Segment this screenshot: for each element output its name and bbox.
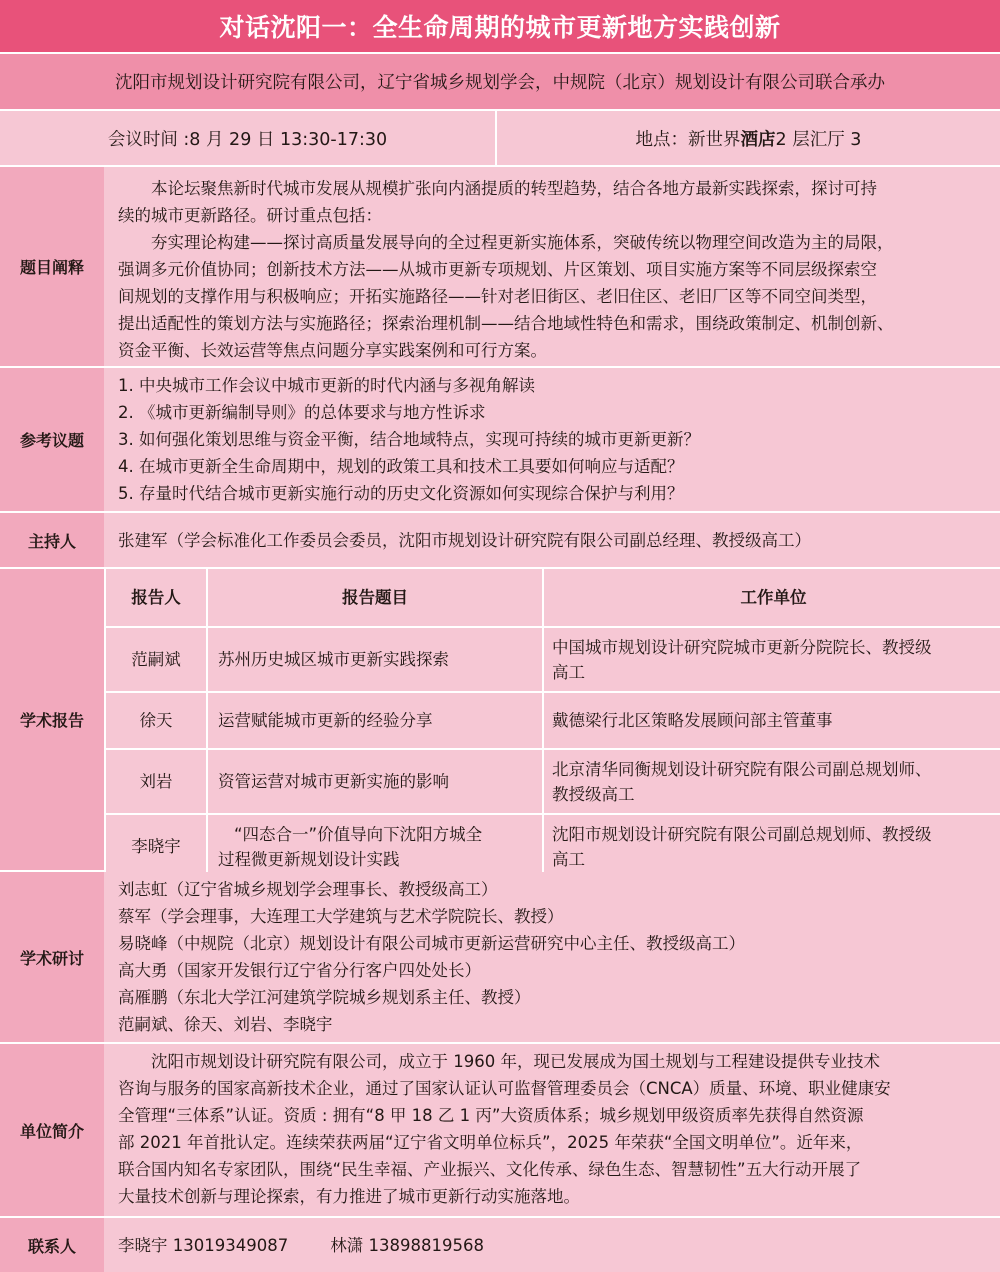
panelist: 易晓峰（中规院（北京）规划设计有限公司城市更新运营研究中心主任、教授级高工）	[118, 934, 745, 953]
col-header-topic: 报告题目	[208, 569, 542, 626]
reports-label: 学术报告	[0, 569, 104, 870]
issue-item: 3. 如何强化策划思维与资金平衡，结合地域特点，实现可持续的城市更新更新？	[118, 430, 700, 449]
report-topic	[208, 815, 542, 878]
contact-section	[0, 1218, 1000, 1272]
unit-line: 戴德梁行北区策略发展顾问部主管董事	[552, 711, 833, 730]
reports-table	[106, 569, 1000, 870]
report-speaker: 刘岩	[106, 750, 206, 813]
topic-line: 夯实理论构建——探讨高质量发展导向的全过程更新实施体系，突破传统以物理空间改造为主的局限，	[151, 233, 894, 252]
host-content	[106, 513, 1000, 567]
unit-line: 高工	[552, 849, 585, 869]
topic-line: “四态合一”价值导向下沈阳方城全	[234, 824, 483, 844]
topic-label: 题目阐释	[0, 167, 104, 366]
host-text: 张建军（学会标准化工作委员会委员，沈阳市规划设计研究院有限公司副总经理、教授级高工）	[118, 530, 811, 550]
page-title: 对话沈阳一：全生命周期的城市更新地方实践创新	[0, 0, 1000, 52]
panelist: 范嗣斌、徐天、刘岩、李晓宇	[118, 1015, 333, 1034]
panelist: 蔡军（学会理事，大连理工大学建筑与艺术学院院长、教授）	[118, 907, 564, 926]
report-speaker: 李晓宇	[106, 815, 206, 878]
report-topic	[208, 750, 542, 813]
contact-person-2: 林潇 13898819568	[330, 1235, 484, 1255]
report-unit	[544, 815, 1000, 878]
report-unit	[544, 693, 1000, 748]
report-speaker: 范嗣斌	[106, 628, 206, 691]
issue-item: 2. 《城市更新编制导则》的总体要求与地方性诉求	[118, 403, 486, 422]
intro-line: 大量技术创新与理论探索，有力推进了城市更新行动实施落地。	[118, 1187, 580, 1206]
unit-line: 高工	[552, 662, 585, 682]
panelist: 高雁鹏（东北大学江河建筑学院城乡规划系主任、教授）	[118, 988, 531, 1007]
topic-section	[0, 167, 1000, 366]
issue-item: 4. 在城市更新全生命周期中，规划的政策工具和技术工具要如何响应与适配？	[118, 457, 684, 476]
meeting-place	[497, 111, 1000, 165]
issue-item: 1. 中央城市工作会议中城市更新的时代内涵与多视角解读	[118, 376, 535, 395]
topic-line: 苏州历史城区城市更新实践探索	[218, 650, 449, 669]
col-header-unit: 工作单位	[544, 569, 1000, 626]
report-topic	[208, 628, 542, 691]
discussion-section	[0, 872, 1000, 1042]
topic-line: 运营赋能城市更新的经验分享	[218, 711, 433, 730]
host-label: 主持人	[0, 513, 104, 567]
intro-line: 全管理“三体系”认证。资质 : 拥有“8 甲 18 乙 1 丙”大资质体系；城乡规划甲级资质率先获得自然资源	[118, 1106, 864, 1125]
topic-content	[106, 167, 1000, 366]
contact-content	[106, 1218, 1000, 1272]
issues-label: 参考议题	[0, 368, 104, 511]
contact-label: 联系人	[0, 1218, 104, 1272]
topic-line: 资金平衡、长效运营等焦点问题分享实践案例和可行方案。	[118, 341, 547, 360]
topic-line: 续的城市更新路径。研讨重点包括：	[118, 206, 382, 225]
topic-line: 提出适配性的策划方法与实施路径；探索治理机制——结合地域性特色和需求，围绕政策制定、机制创新、	[118, 314, 894, 333]
topic-line: 强调多元价值协同；创新技术方法——从城市更新专项规划、片区策划、项目实施方案等不同层级探索空	[118, 260, 877, 279]
discussion-label: 学术研讨	[0, 872, 104, 1042]
discussion-content	[106, 872, 1000, 1042]
intro-section	[0, 1044, 1000, 1216]
col-header-speaker: 报告人	[106, 569, 206, 626]
intro-line: 沈阳市规划设计研究院有限公司，成立于 1960 年，现已发展成为国土规划与工程建设提供专业技术	[151, 1052, 880, 1071]
unit-line: 北京清华同衡规划设计研究院有限公司副总规划师、	[552, 759, 932, 779]
meeting-time: 会议时间 :8 月 29 日 13:30-17:30	[0, 111, 497, 165]
report-topic	[208, 693, 542, 748]
report-unit	[544, 750, 1000, 813]
topic-line: 过程微更新规划设计实践	[218, 849, 400, 869]
place-bold: 酒店	[740, 129, 776, 150]
intro-line: 部 2021 年首批认定。连续荣获两届“辽宁省文明单位标兵”，2025 年荣获“全国文明单位”。近年来，	[118, 1133, 863, 1152]
report-speaker: 徐天	[106, 693, 206, 748]
panelist: 刘志虹（辽宁省城乡规划学会理事长、教授级高工）	[118, 880, 498, 899]
intro-label: 单位简介	[0, 1044, 104, 1216]
issues-content	[106, 368, 1000, 511]
intro-line: 咨询与服务的国家高新技术企业，通过了国家认证认可监督管理委员会（CNCA）质量、环境、职业健康安	[118, 1079, 891, 1098]
topic-line: 间规划的支撑作用与积极响应；开拓实施路径——针对老旧街区、老旧住区、老旧厂区等不同空间类型，	[118, 287, 877, 306]
issues-section	[0, 368, 1000, 511]
intro-line: 联合国内知名专家团队，围绕“民生幸福、产业振兴、文化传承、绿色生态、智慧韧性”五大行动开展了	[118, 1160, 862, 1179]
host-section	[0, 513, 1000, 567]
organizers-text: 沈阳市规划设计研究院有限公司，辽宁省城乡规划学会，中规院（北京）规划设计有限公司联合承办	[115, 73, 885, 93]
panelist: 高大勇（国家开发银行辽宁省分行客户四处处长）	[118, 961, 481, 980]
unit-line: 沈阳市规划设计研究院有限公司副总规划师、教授级	[552, 824, 932, 844]
report-unit	[544, 628, 1000, 691]
place-prefix: 地点：新世界	[635, 129, 741, 150]
contact-person-1: 李晓宇 13019349087	[118, 1235, 289, 1255]
place-suffix: 2 层汇厅 3	[775, 129, 862, 150]
topic-line: 资管运营对城市更新实施的影响	[218, 772, 449, 791]
unit-line: 教授级高工	[552, 784, 635, 804]
intro-content	[106, 1044, 1000, 1216]
reports-section	[0, 569, 1000, 870]
meeting-info-row	[0, 111, 1000, 165]
unit-line: 中国城市规划设计研究院城市更新分院院长、教授级	[552, 637, 932, 657]
topic-line: 本论坛聚焦新时代城市发展从规模扩张向内涵提质的转型趋势，结合各地方最新实践探索，探讨可持	[151, 179, 877, 198]
issue-item: 5. 存量时代结合城市更新实施行动的历史文化资源如何实现综合保护与利用？	[118, 484, 684, 503]
organizers-row	[0, 54, 1000, 109]
